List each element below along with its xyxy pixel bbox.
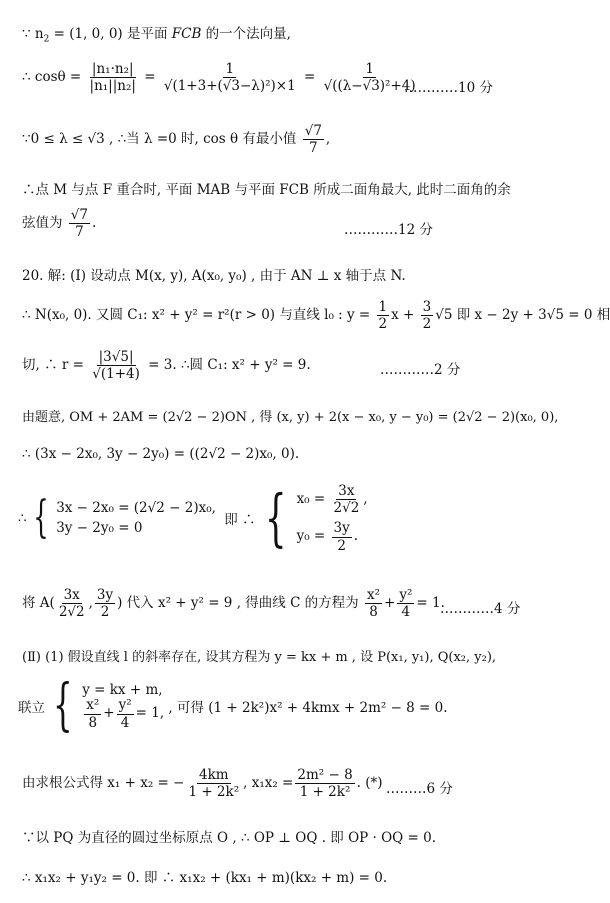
- score-6: ………6 分: [386, 781, 453, 797]
- normal-vector-line: ∵ $n_2 = (1$, 0, 0) 是平面 FCB 的一个法向量,: [22, 26, 291, 45]
- part-2-assumption-line: (Ⅱ) (1) 假设直线 l 的斜率存在, 设其方程为 y = kx + m , 设 P(x₁, y₁), Q(x₂, y₂),: [22, 650, 497, 665]
- cosine-value-line: 弦值为 $\frac{√7}{7}$ .: [22, 207, 97, 241]
- cos-theta-line: ∴ cosθ = $\frac{\text{|n₁·n₂|}}{\text{|n₁||n₂|}}$ = $\frac{1}{\text{√(1+3+(√3−λ)²)×1}}$ = $\frac{1}{\text{√((λ−√3)²+4)}}$: [22, 61, 416, 95]
- score-2: …………2 分: [380, 362, 461, 378]
- perpendicular-line: ∵以 PQ 为直径的圆过坐标原点 O , ∴ OP ⊥ OQ . 即 OP · OQ = 0.: [22, 830, 437, 846]
- conclusion-line: ∴点 M 与点 F 重合时, 平面 MAB 与平面 FCB 所成二面角最大, 此时二面角的余: [22, 182, 511, 198]
- dot-product-line: ∴ x₁x₂ + y₁y₂ = 0. 即 ∴ x₁x₂ + (kx₁ + m)(kx₂ + m) = 0.: [22, 870, 388, 886]
- curve-equation-line: 将 A( $\frac{3x}{2√2}$ , $\frac{3y}{2}$ ) 代入 x² + y² = 9 , 得曲线 C 的方程为 $\frac{\text{x²}}{8}$ + $\frac{\text{y²}}{4}$ = 1.: [22, 587, 445, 621]
- cos-fraction-2: $\frac{1}{\text{√(1+3+(√3−λ)²)×1}}$: [163, 61, 296, 95]
- cos-fraction-3: $\frac{1}{\text{√((λ−√3)²+4)}}$: [323, 61, 416, 95]
- score-12: …………12 分: [344, 222, 433, 238]
- system-solve-line: ∴ { 3x − 2x₀ = (2√2 − 2)x₀, 3y − 2y₀ = 0 即 ∴ { x₀ = $\frac{3x}{2√2}$ , y₀ = $\frac{3y}{2}$ .: [18, 481, 368, 555]
- circle-tangent-line: ∴ N(x₀, 0). 又圆 C₁: x² + y² = r²(r > 0) 与直线 l₀ : y = $\frac{1}{2}$ x + $\frac{3}{2}$ √5 即 x − 2y + 3√5 = 0 相: [22, 299, 610, 333]
- score-10: …………10 分: [404, 80, 493, 96]
- cos-fraction-1: $\frac{\text{|n₁·n₂|}}{\text{|n₁||n₂|}}$: [89, 61, 136, 95]
- coordinate-equation-line: ∴ (3x − 2x₀, 3y − 2y₀) = ((2√2 − 2)x₀, 0).: [22, 446, 300, 462]
- cosine-value-fraction: $\frac{√7}{7}$: [70, 207, 88, 241]
- radius-line: 切, ∴ r = $\frac{|3√5|}{√(1+4)}$ = 3. ∴圆 C₁: x² + y² = 9.: [22, 349, 311, 383]
- min-value-line: ∵0 ≤ λ ≤ √3 , ∴当 λ =0 时, cos θ 有最小值 $\frac{√7}{7}$ ,: [22, 123, 331, 157]
- problem-20-header: 20. 解: (Ⅰ) 设动点 M(x, y), A(x₀, y₀) , 由于 AN ⊥ x 轴于点 N.: [22, 268, 406, 284]
- vieta-line: 由求根公式得 x₁ + x₂ = − $\frac{4km}{\text{1 + 2k²}}$ , x₁x₂ = $\frac{\text{2m² − 8}}{\text{1 + 2k²}}$ . (*): [22, 767, 383, 801]
- simultaneous-line: 联立 { y = kx + m, $\frac{\text{x²}}{8}$ + $\frac{\text{y²}}{4}$ = 1, , 可得 (1 + 2k²)x² + 4kmx + 2m² − 8 = 0.: [18, 673, 448, 738]
- min-value-fraction: $\frac{√7}{7}$: [304, 123, 322, 157]
- vector-equation-line: 由题意, OM + 2AM = (2√2 − 2)ON , 得 (x, y) + 2(x − x₀, y − y₀) = (2√2 − 2)(x₀, 0),: [22, 410, 559, 425]
- score-4: …………4 分: [440, 601, 521, 617]
